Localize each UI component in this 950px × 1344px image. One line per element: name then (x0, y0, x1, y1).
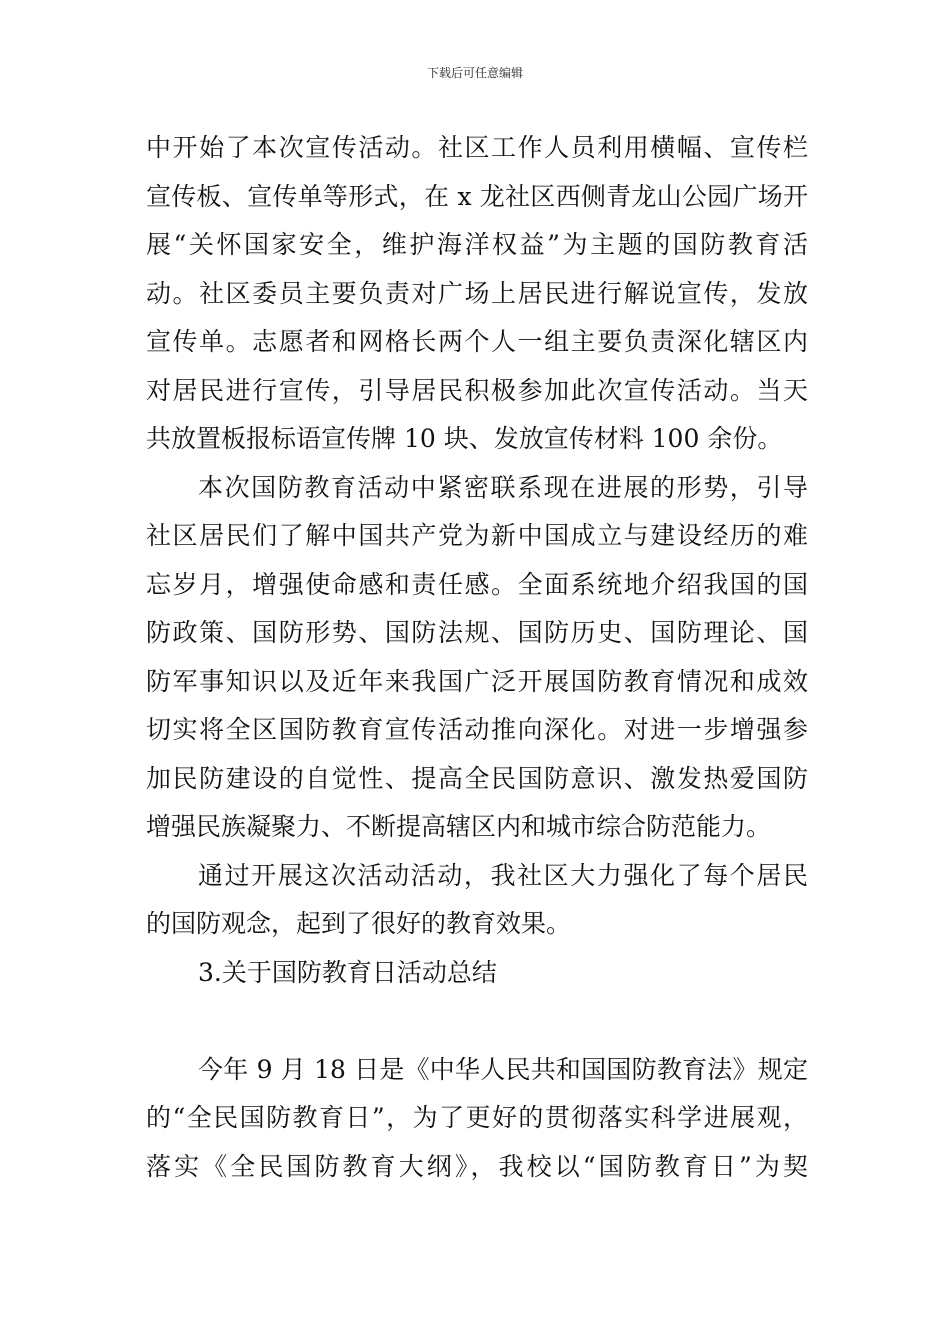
text-line: 宣传单。志愿者和网格长两个人一组主要负责深化辖区内 (146, 327, 808, 356)
text-line: 忘岁月，增强使命感和责任感。全面系统地介绍我国的国 (146, 569, 808, 599)
text-line: 动。社区委员主要负责对广场上居民进行解说宣传，发放 (146, 278, 808, 308)
text-line: 社区居民们了解中国共产党为新中国成立与建设经历的难 (146, 521, 808, 550)
document-body (146, 124, 808, 1191)
paragraph-first-line: 本次国防教育活动中紧密联系现在进展的形势，引导 (198, 472, 808, 502)
text-line: 切实将全区国防教育宣传活动推向深化。对进一步增强参 (146, 715, 808, 744)
text-line: 中开始了本次宣传活动。社区工作人员利用横幅、宣传栏 (146, 133, 808, 162)
text-line: 加民防建设的自觉性、提高全民国防意识、激发热爱国防 (146, 763, 808, 793)
text-line: 的“全民国防教育日”，为了更好的贯彻落实科学进展观， (146, 1103, 808, 1132)
text-line: 防军事知识以及近年来我国广泛开展国防教育情况和成效 (146, 666, 808, 696)
text-line: 对居民进行宣传，引导居民积极参加此次宣传活动。当天 (146, 375, 808, 405)
text-line: 的国防观念，起到了很好的教育效果。 (146, 909, 572, 938)
text-line: 增强民族凝聚力、不断提高辖区内和城市综合防范能力。 (146, 812, 772, 841)
text-line: 宣传板、宣传单等形式，在 x 龙社区西侧青龙山公园广场开 (146, 181, 808, 211)
page-header: 下载后可任意编辑 (426, 66, 523, 80)
paragraph-first-line: 通过开展这次活动活动，我社区大力强化了每个居民 (198, 860, 808, 890)
text-line: 防政策、国防形势、国防法规、国防历史、国防理论、国 (146, 618, 808, 647)
section-heading: 3.关于国防教育日活动总结 (198, 957, 497, 987)
text-line: 展“关怀国家安全，维护海洋权益”为主题的国防教育活 (146, 230, 808, 259)
paragraph-first-line: 今年 9 月 18 日是《中华人民共和国国防教育法》规定 (198, 1054, 808, 1084)
blank-line (146, 997, 808, 1046)
text-line: 落实《全民国防教育大纲》，我校以“国防教育日”为契 (146, 1151, 808, 1181)
text-line: 共放置板报标语宣传牌 10 块、发放宣传材料 100 余份。 (146, 424, 783, 453)
